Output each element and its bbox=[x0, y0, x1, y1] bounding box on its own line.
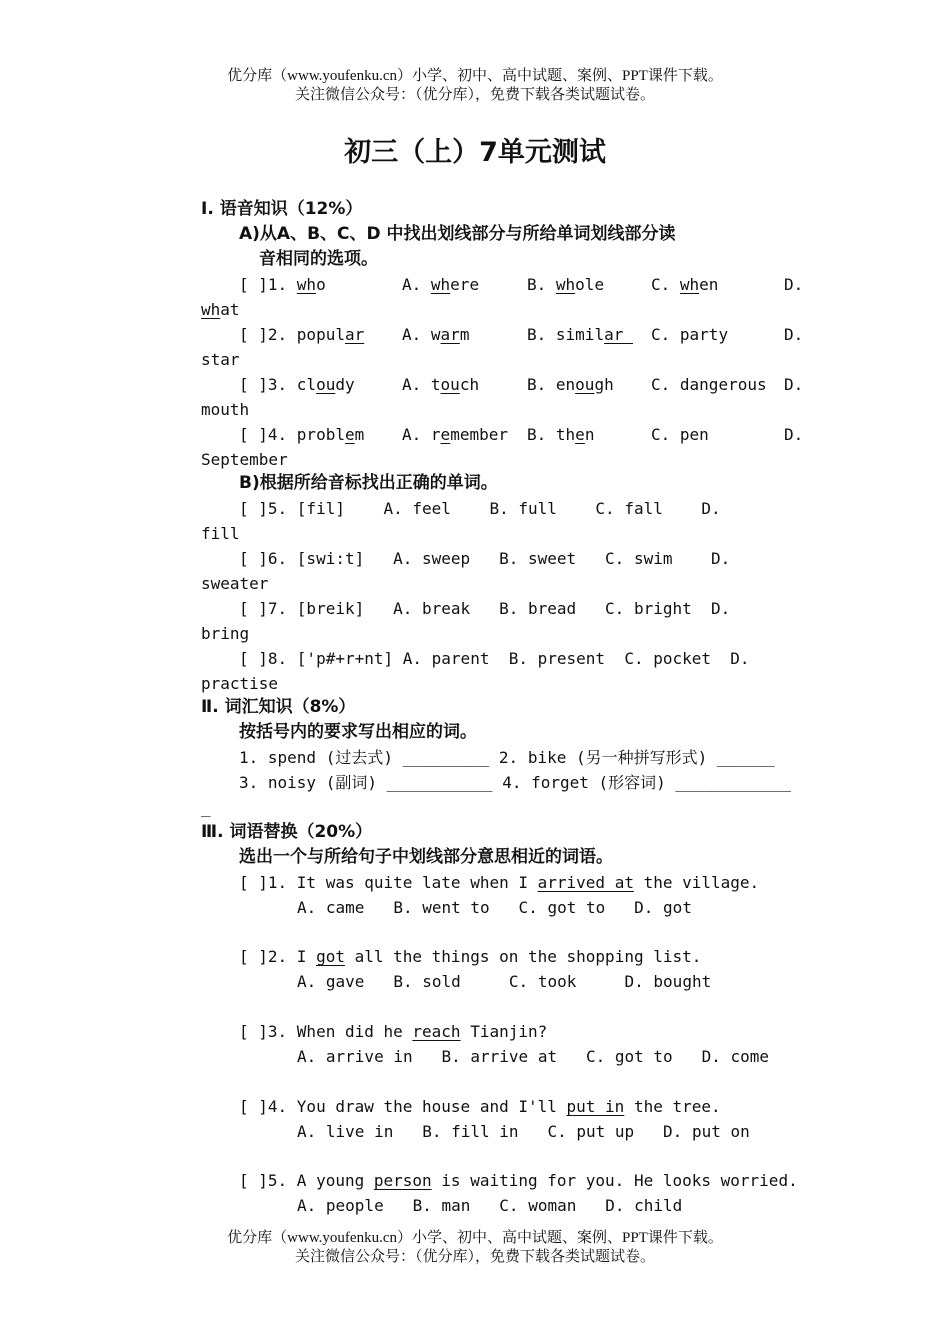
underlined-part: ar bbox=[440, 325, 460, 344]
underlined-part: wh bbox=[296, 275, 317, 294]
s1-q4-option-b: B. then bbox=[527, 425, 595, 444]
s3-q3-stem: [ ]3. When did he reach Tianjin? bbox=[239, 1022, 548, 1041]
underlined-part: wh bbox=[679, 275, 700, 294]
s1-q7-line: [ ]7. [breik] A. break B. bread C. bright D. bbox=[239, 599, 731, 618]
page-footer-line2: 关注微信公众号：（优分库），免费下载各类试题试卷。 bbox=[294, 1249, 655, 1265]
underlined-part: ou bbox=[316, 375, 336, 394]
underlined-part: ar bbox=[344, 325, 365, 344]
s1-q3-option-d-label: D. bbox=[784, 375, 804, 394]
underlined-part: e bbox=[344, 425, 355, 444]
underlined-part: ou bbox=[440, 375, 460, 394]
s1-q2-option-c: C. party bbox=[651, 325, 729, 344]
underlined-part: reach bbox=[412, 1022, 461, 1041]
s1-q3-stem: [ ]3. cloudy bbox=[239, 375, 355, 394]
s3-q5-options: A. people B. man C. woman D. child bbox=[297, 1196, 683, 1215]
underlined-part: ar bbox=[604, 325, 633, 344]
s1-q4-option-a: A. remember bbox=[402, 425, 508, 444]
underlined-part: arrived at bbox=[537, 873, 634, 892]
question-number: [ ]2. bbox=[239, 325, 297, 344]
s1-q2-option-b: B. similar bbox=[527, 325, 633, 344]
s1-q3-option-b: B. enough bbox=[527, 375, 614, 394]
s1-q6-wrap: sweater bbox=[201, 574, 269, 593]
page-footer-line1: 优分库（www.youfenku.cn）小学、初中、高中试题、案例、PPT课件下载。 bbox=[227, 1230, 723, 1246]
section3-heading: Ⅲ. 词语替换（20%） bbox=[201, 822, 373, 842]
s2-wrap: _ bbox=[201, 798, 211, 817]
page-header-line2: 关注微信公众号：（优分库），免费下载各类试题试卷。 bbox=[294, 87, 655, 103]
s1-q1-option-a: A. where bbox=[402, 275, 480, 294]
underlined-part: wh bbox=[555, 275, 576, 294]
s3-q2-stem: [ ]2. I got all the things on the shopping list. bbox=[239, 947, 702, 966]
s3-q3-options: A. arrive in B. arrive at C. got to D. come bbox=[297, 1047, 770, 1066]
s1-q3-option-c: C. dangerous bbox=[651, 375, 767, 394]
s1-q2-stem: [ ]2. popular bbox=[239, 325, 365, 344]
s1-q3-option-a: A. touch bbox=[402, 375, 480, 394]
s3-q4-options: A. live in B. fill in C. put up D. put on bbox=[297, 1122, 750, 1141]
s1-q1-option-b: B. whole bbox=[527, 275, 605, 294]
underlined-part: got bbox=[316, 947, 345, 966]
s1-q1-stem: [ ]1. who bbox=[239, 275, 326, 294]
question-number: [ ]3. bbox=[239, 375, 297, 394]
section1-partB-instruction: B)根据所给音标找出正确的单词。 bbox=[239, 473, 498, 493]
s1-q5-line: [ ]5. [fil] A. feel B. full C. fall D. bbox=[239, 499, 721, 518]
s1-q2-option-d-label: D. bbox=[784, 325, 804, 344]
s3-q1-options: A. came B. went to C. got to D. got bbox=[297, 898, 692, 917]
s3-q4-stem: [ ]4. You draw the house and I'll put in the tree. bbox=[239, 1097, 721, 1116]
section2-instruction: 按括号内的要求写出相应的词。 bbox=[239, 722, 477, 742]
s1-q3-option-d: mouth bbox=[201, 400, 250, 419]
s1-q4-option-c: C. pen bbox=[651, 425, 709, 444]
underlined-part: e bbox=[440, 425, 451, 444]
s1-q1-option-c: C. when bbox=[651, 275, 719, 294]
section1-partA-instruction-cont: 音相同的选项。 bbox=[259, 249, 378, 269]
page-header-line1: 优分库（www.youfenku.cn）小学、初中、高中试题、案例、PPT课件下载。 bbox=[227, 68, 723, 84]
s3-q2-options: A. gave B. sold C. took D. bought bbox=[297, 972, 712, 991]
section2-heading: Ⅱ. 词汇知识（8%） bbox=[201, 697, 356, 717]
question-number: [ ]1. bbox=[239, 275, 297, 294]
underlined-part: put in bbox=[566, 1097, 625, 1116]
question-number: [ ]4. bbox=[239, 425, 297, 444]
underlined-part: e bbox=[575, 425, 585, 444]
underlined-part: wh bbox=[430, 275, 451, 294]
s1-q1-option-d-label: D. bbox=[784, 275, 804, 294]
s3-q1-stem: [ ]1. It was quite late when I arrived at the village. bbox=[239, 873, 760, 892]
section1-heading: Ⅰ. 语音知识（12%） bbox=[201, 199, 363, 219]
section1-partA-instruction: A)从A、B、C、D 中找出划线部分与所给单词划线部分读 bbox=[239, 224, 676, 244]
s3-q5-stem: [ ]5. A young person is waiting for you. He looks worried. bbox=[239, 1171, 798, 1190]
s1-q8-wrap: practise bbox=[201, 674, 279, 693]
page-title: 初三（上）7单元测试 bbox=[344, 137, 606, 168]
underlined-part: ou bbox=[575, 375, 595, 394]
s2-row2: 3. noisy (副词) ___________ 4. forget (形容词) ____________ bbox=[239, 773, 792, 792]
underlined-part: wh bbox=[201, 300, 221, 319]
s2-row1: 1. spend (过去式) _________ 2. bike (另一种拼写形式) ______ bbox=[239, 748, 775, 767]
section3-instruction: 选出一个与所给句子中划线部分意思相近的词语。 bbox=[239, 847, 613, 867]
s1-q6-line: [ ]6. [swi:t] A. sweep B. sweet C. swim D. bbox=[239, 549, 731, 568]
s1-q8-line: [ ]8. ['p#+r+nt] A. parent B. present C. pocket D. bbox=[239, 649, 750, 668]
s1-q4-stem: [ ]4. problem bbox=[239, 425, 365, 444]
s1-q4-option-d-label: D. bbox=[784, 425, 804, 444]
s1-q7-wrap: bring bbox=[201, 624, 250, 643]
s1-q4-option-d: September bbox=[201, 450, 288, 469]
underlined-part: person bbox=[373, 1171, 432, 1190]
s1-q1-option-d: what bbox=[201, 300, 240, 319]
s1-q2-option-a: A. warm bbox=[402, 325, 470, 344]
s1-q5-wrap: fill bbox=[201, 524, 240, 543]
s1-q2-option-d: star bbox=[201, 350, 240, 369]
